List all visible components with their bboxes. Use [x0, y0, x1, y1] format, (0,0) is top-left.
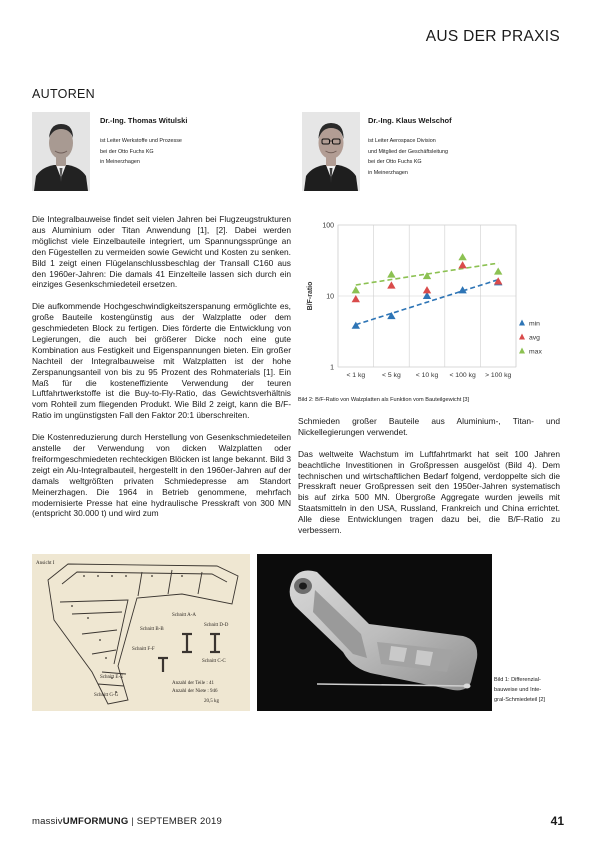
x-tick-label: < 1 kg — [346, 372, 366, 379]
drawing-label: Schnitt F-F — [132, 647, 155, 652]
author-role — [100, 136, 182, 168]
author-role — [368, 136, 448, 178]
drawing-label: Schnitt B-B — [140, 627, 164, 632]
chart-caption: Bild 2: B/F-Ratio von Walzplatten als Funktion vom Bauteilgewicht [3] — [298, 397, 470, 403]
drawing-label: Anzahl der Niete : 946 — [172, 689, 218, 694]
drawing-label: Schnitt G-G — [94, 693, 119, 698]
body-paragraph: Schmieden großer Bauteile aus Aluminium-, Titan- und Nickellegierungen verwendet. — [298, 416, 560, 437]
right-column — [298, 416, 560, 547]
author-role-line: ist Leiter Werkstoffe und Prozesse — [100, 138, 182, 144]
drawing-label: Schnitt C-C — [202, 659, 226, 664]
drawing-label: Ansicht I — [36, 561, 55, 566]
page-number: 41 — [550, 814, 564, 828]
drawing-label: Schnitt A-A — [172, 613, 197, 618]
author-role-line: in Meinerzhagen — [368, 169, 408, 176]
bf-ratio-chart — [298, 215, 560, 395]
chart-svg — [298, 215, 560, 395]
figure-caption — [494, 675, 545, 705]
author-name: Dr.-Ing. Klaus Welschof — [368, 116, 452, 125]
author-photo — [302, 112, 360, 191]
legend-marker-avg — [519, 334, 525, 340]
legend-label-min: min — [529, 320, 540, 328]
section-title: AUS DER PRAXIS — [425, 28, 560, 45]
footer-separator: | — [131, 816, 134, 827]
author-role-line: in Meinerzhagen — [100, 159, 140, 165]
y-tick-label: 10 — [326, 293, 334, 301]
y-axis-label: B/F-ratio — [307, 281, 314, 311]
body-paragraph: Das weltweite Wachstum im Luftfahrtmarkt hat seit 100 Jahren beachtliche Investitionen in Großpressen ausgelöst (Bild 4). Dem technischen und wirtschaftlichen Bedarf folgend, verdoppelte sich die Presskraft neuer Großpressen seit den 1950er-Jahren systematisch bis auf zirka 500 MN. Übergroße Aggregate wurden jeweils mit Staatsmitteln in den USA, Russland, Frankreich und China errichtet. Alle diese Entwicklungen tragen dazu bei, die B/F-Ratio zu verbessern. — [298, 448, 560, 536]
body-paragraph: Die aufkommende Hochgeschwindigkeitszerspanung ermöglichte es, große Bauteile kostengünstig aus der Walzplatte oder dem geschmiedeten Block zu fertigen. Dies förderte die Entwicklung von Legierungen, die auch bei größerer Dicke noch eine gute Kombination aus Festigkeit und Eigenspannungen bieten. Ein großer Nachteil der Integralbauweise mit Walzplatten ist der hohe Zerspanungsanteil von bis zu 95 Prozent des Rohmaterials [1]. Ein Maß für die kosteneffiziente Verwendung der teuren Luftfahrtwerkstoffe ist die Buy-to-Fly-Ratio, das Gewichtsverhältnis vom Rohteil zum fliegenden Produkt. Wie Bild 2 zeigt, kann die B/F-Ratio im ungünstigsten Fall den Faktor 20:1 überschreiten. — [32, 301, 291, 421]
figure-caption-line: bauweise und Inte- — [494, 687, 542, 693]
figure-caption-line: gral-Schmiedeteil [2] — [494, 697, 545, 703]
drawing-label: Schnitt D-D — [204, 623, 229, 628]
technical-drawing — [32, 554, 250, 711]
x-tick-label: < 100 kg — [449, 372, 476, 379]
drawing-label: 20,5 kg — [204, 699, 219, 704]
left-column — [32, 214, 291, 530]
author-name: Dr.-Ing. Thomas Witulski — [100, 116, 188, 125]
y-tick-label: 1 — [330, 364, 334, 372]
footer-issue: SEPTEMBER 2019 — [136, 816, 222, 827]
legend-label-avg: avg — [529, 334, 540, 342]
author-role-line: bei der Otto Fuchs KG — [100, 148, 154, 155]
body-paragraph: Die Kostenreduzierung durch Herstellung von Gesenkschmiedeteilen anstelle der Verwendung von dicken Walzplatten oder freiformgeschmiedeten rechteckigen Blöcken ist lange bekannt. Bild 3 zeigt ein Alu-Integralbauteil, hergestellt in den 1960er-Jahren auf der damals weltgrößten privaten Schmiedepresse am Standort Meinerzhagen. Die 1964 in Betrieb genommene, mehrfach modernisierte Presse hat eine hydraulische Presskraft von 300 MN (entspricht 30.000 t) und wird zum — [32, 432, 291, 519]
drawing-label: Anzahl der Teile : 41 — [172, 681, 215, 686]
author-role-line: ist Leiter Aerospace Division — [368, 138, 436, 144]
brand-light: massiv — [32, 816, 63, 827]
y-tick-label: 100 — [322, 222, 334, 230]
author-role-line: und Mitglied der Geschäftsleitung — [368, 148, 449, 155]
footer-brand — [32, 816, 222, 827]
x-tick-label: < 5 kg — [382, 372, 401, 379]
figure-caption-line: Bild 1: Differenzial- — [494, 677, 541, 683]
authors-heading: AUTOREN — [32, 87, 95, 101]
author-role-line: bei der Otto Fuchs KG — [368, 159, 422, 165]
drawing-label: Schnitt E-E — [100, 675, 124, 680]
x-tick-label: < 10 kg — [415, 372, 439, 379]
legend-label-max: max — [529, 348, 542, 356]
forged-part-photo — [257, 554, 492, 711]
body-paragraph: Die Integralbauweise findet seit vielen Jahren bei Flugzeugstrukturen aus Aluminium oder Titan Anwendung [1], [2]. Dabei werden möglichst viele Einzelbauteile integriert, um Spannungssprünge an den Fügestellen zu vermeiden sowie Gewicht und Kosten zu senken. Bild 1 zeigt einen Flügelanschlussbeschlag der Transall C160 aus den 1960er-Jahren: Die damals 41 Einzelteile lassen sich durch ein einziges Gesenkschmiedeteil ersetzen. — [32, 214, 291, 290]
x-tick-label: > 100 kg — [485, 372, 512, 379]
brand-bold: UMFORMUNG — [62, 816, 129, 827]
legend-marker-min — [519, 320, 525, 326]
legend-marker-max — [519, 348, 525, 354]
author-photo — [32, 112, 90, 191]
